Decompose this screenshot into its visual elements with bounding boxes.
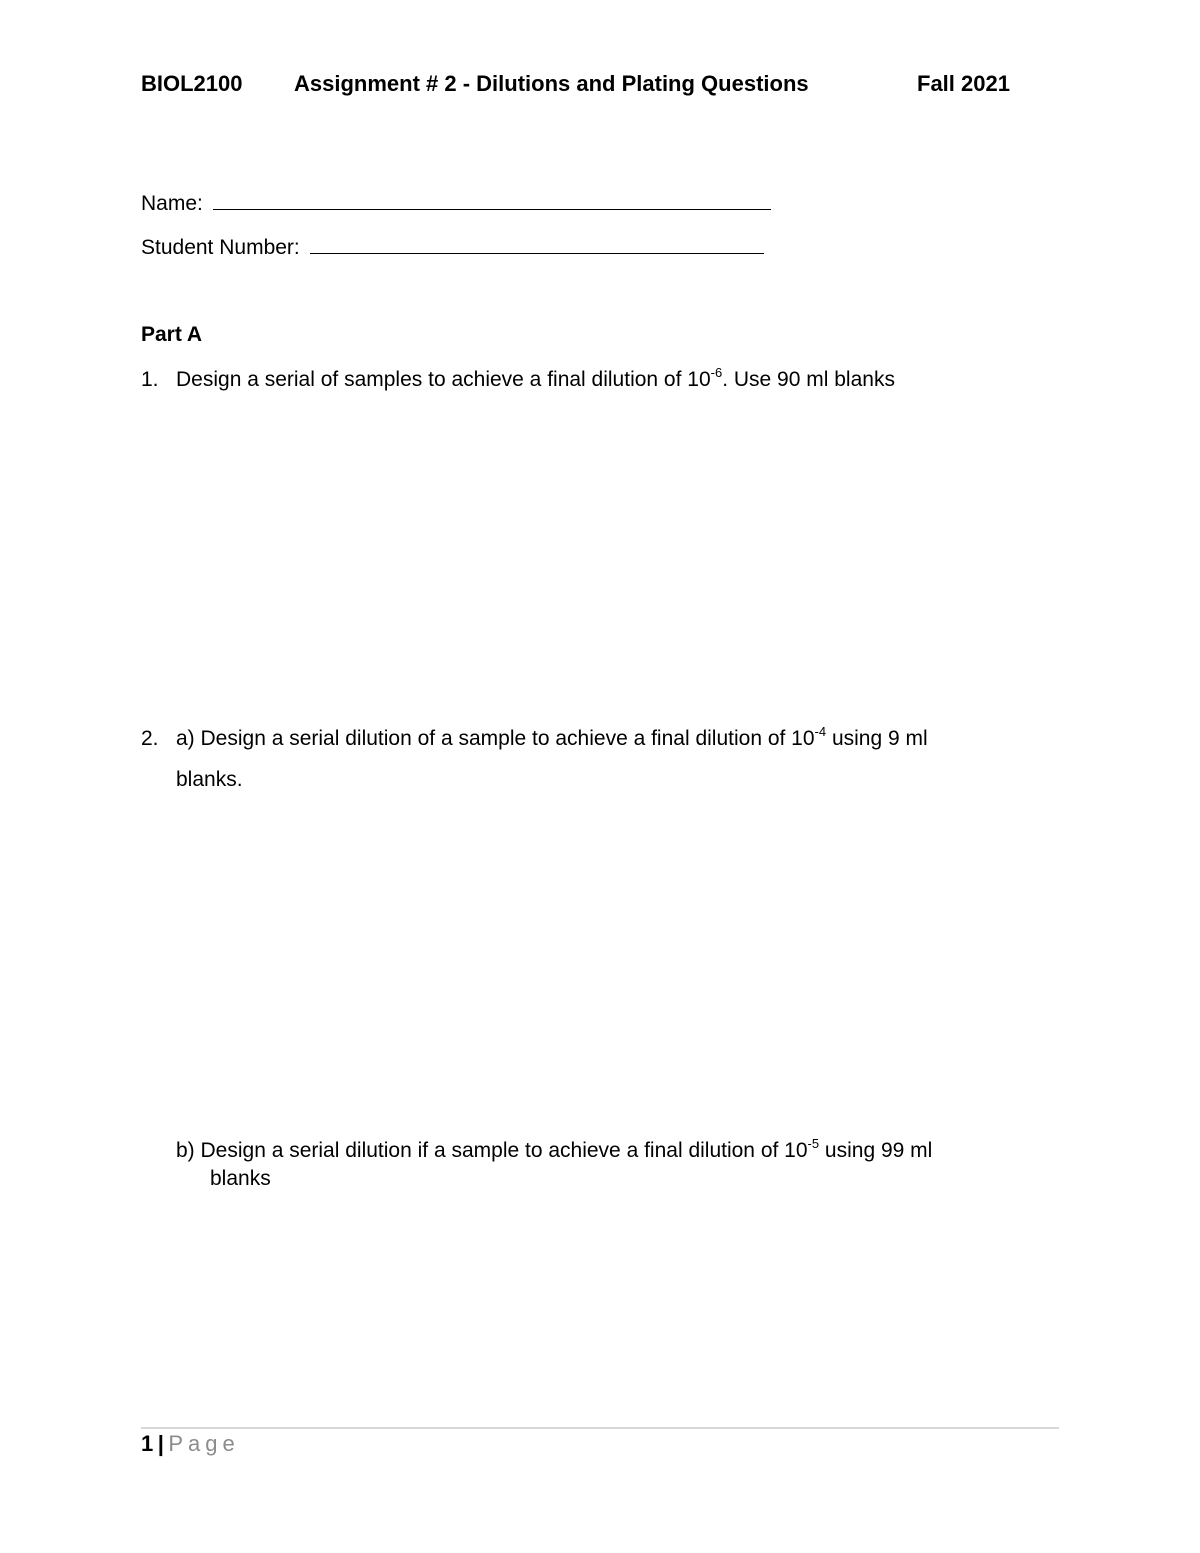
student-number-field[interactable]	[141, 233, 764, 260]
question-1-text-after: . Use 90 ml blanks	[722, 368, 895, 391]
question-1-exponent: -6	[710, 365, 723, 380]
question-2b-continuation: blanks	[210, 1167, 271, 1190]
question-1-text-before: Design a serial of samples to achieve a final dilution of 10	[176, 368, 711, 391]
page-separator: |	[157, 1431, 164, 1456]
question-2a-continuation: blanks.	[176, 768, 243, 791]
question-2a-exponent: -4	[814, 724, 827, 739]
question-2a-text-after: using 9 ml	[826, 727, 928, 750]
footer-divider	[141, 1427, 1059, 1429]
page-footer	[141, 1431, 240, 1457]
question-2-number: 2.	[141, 727, 159, 750]
page-number: 1	[141, 1431, 154, 1456]
page-word: Page	[168, 1431, 240, 1456]
question-2a-text	[176, 724, 928, 751]
question-2b-text-before: b) Design a serial dilution if a sample to achieve a final dilution of 10	[176, 1139, 808, 1162]
term-label: Fall 2021	[917, 71, 1010, 96]
name-label: Name:	[141, 192, 203, 215]
course-code: BIOL2100	[141, 71, 243, 96]
question-1-text	[176, 365, 895, 392]
question-2a-text-before: a) Design a serial dilution of a sample to achieve a final dilution of 10	[176, 727, 815, 750]
name-blank-line	[213, 189, 771, 210]
question-2b-text	[176, 1136, 933, 1163]
name-field[interactable]	[141, 189, 771, 216]
question-1-number: 1.	[141, 368, 159, 391]
part-a-heading: Part A	[141, 323, 203, 346]
document-title: Assignment # 2 - Dilutions and Plating Questions	[294, 71, 809, 96]
question-2b-exponent: -5	[807, 1136, 820, 1151]
student-number-label: Student Number:	[141, 236, 300, 259]
student-number-blank-line	[310, 233, 764, 254]
question-2b-text-after: using 99 ml	[819, 1139, 933, 1162]
